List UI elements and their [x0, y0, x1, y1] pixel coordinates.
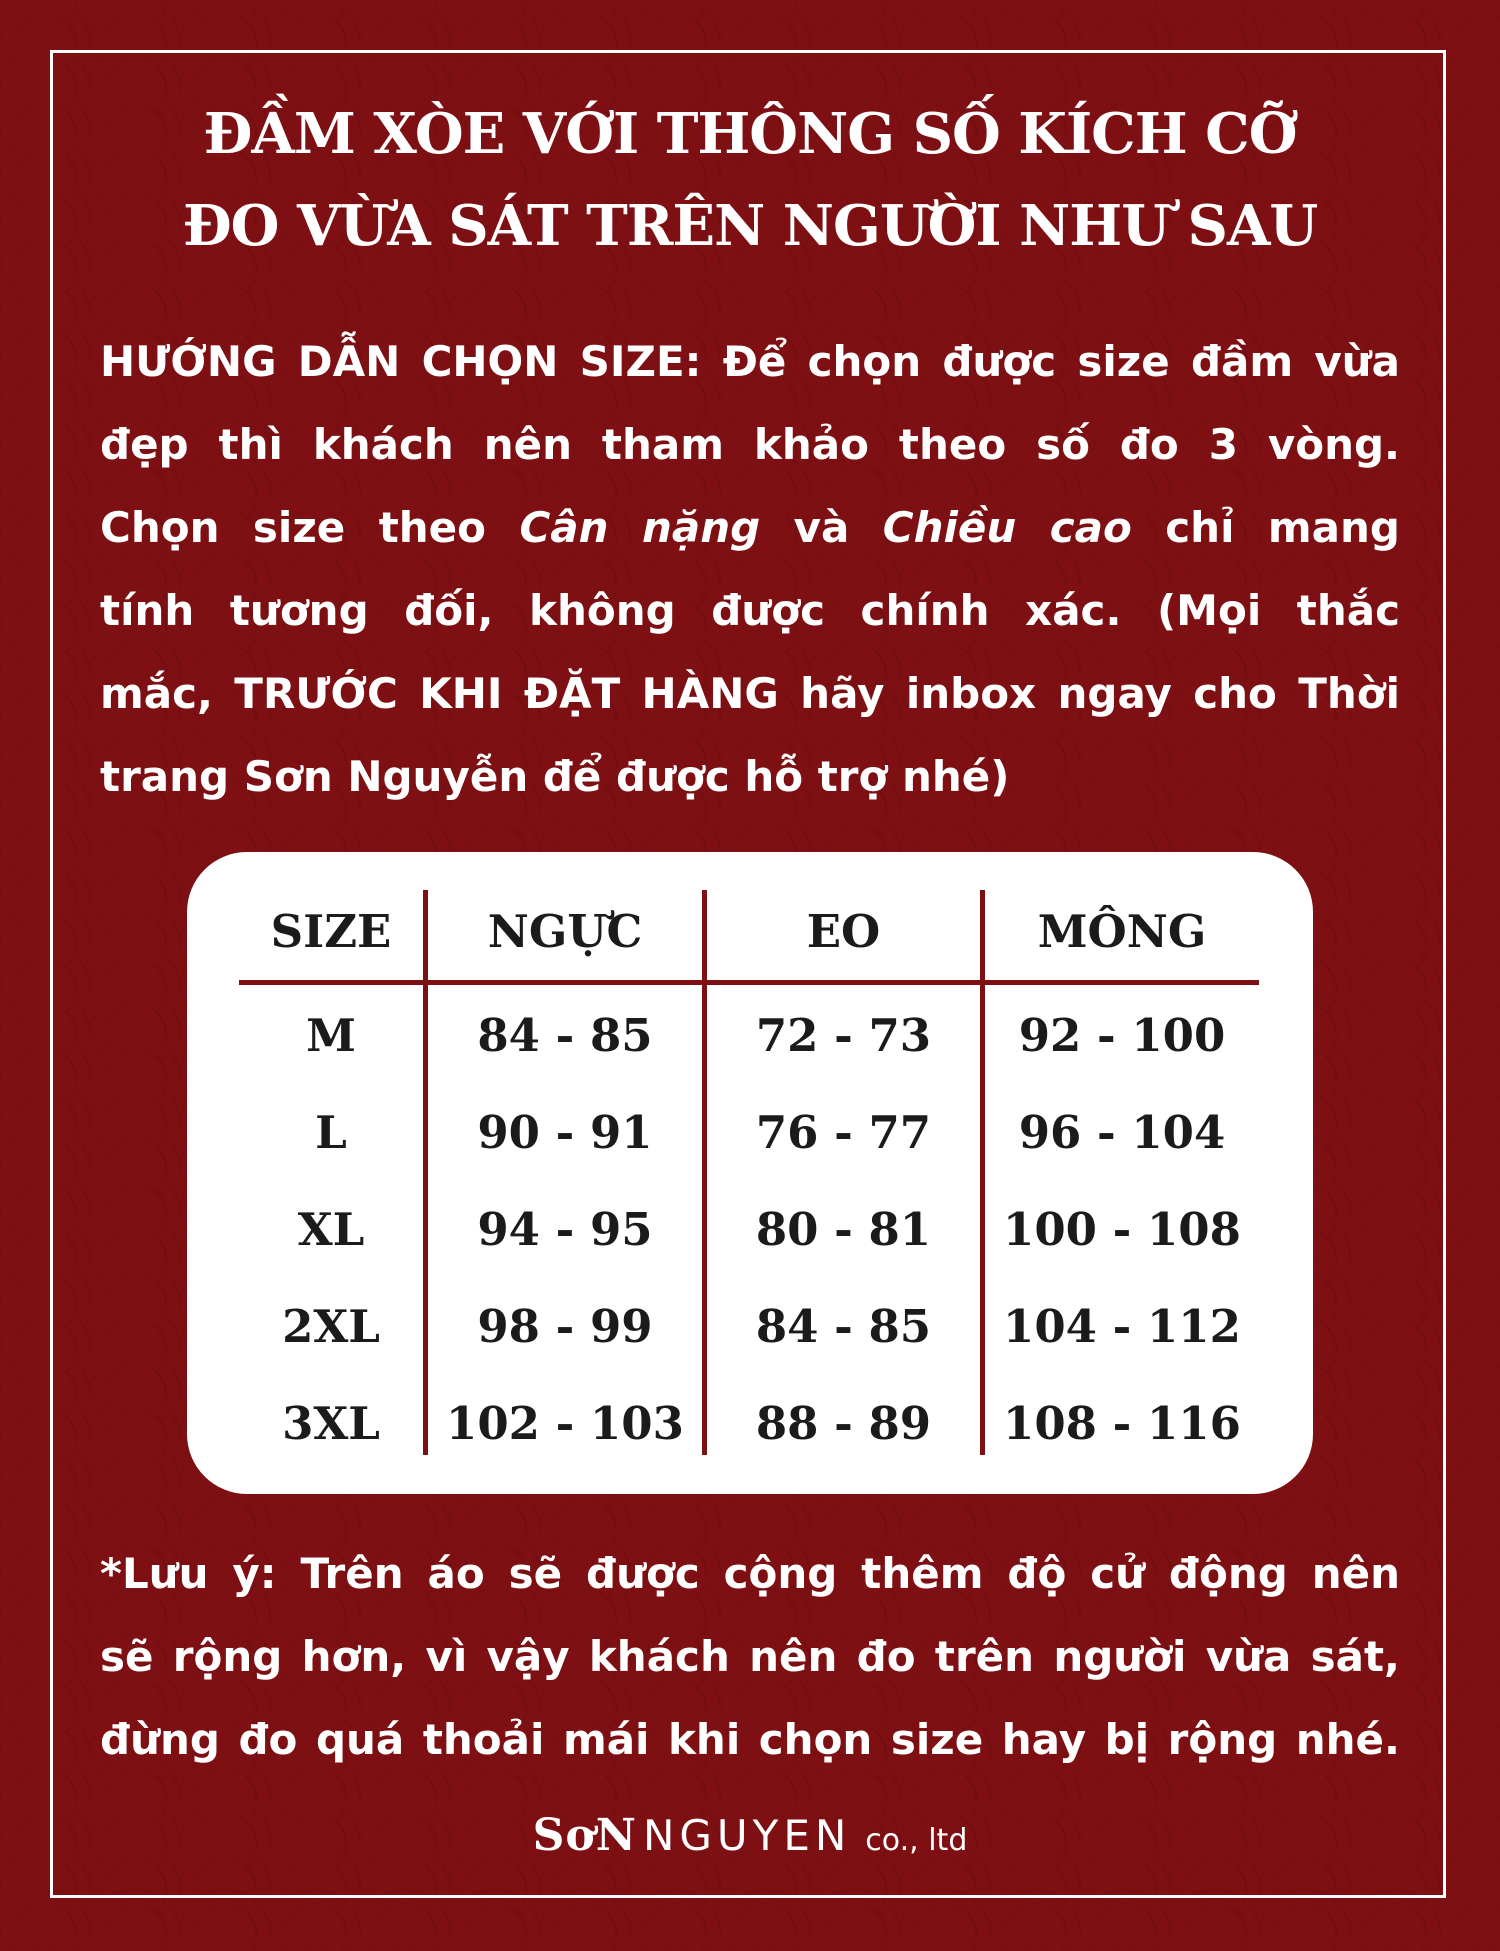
header-divider: [239, 980, 1259, 985]
brand-name-bold: SơN: [532, 1810, 637, 1861]
column-divider-1: [423, 890, 428, 1455]
note-line-1: *Lưu ý: Trên áo sẽ được cộng thêm độ cử động nên: [100, 1549, 1400, 1598]
cell-hip: 100 - 108: [1003, 1203, 1241, 1256]
guide-line-5: mắc, TRƯỚC KHI ĐẶT HÀNG hãy inbox ngay cho Thời: [100, 669, 1400, 718]
cell-waist: 76 - 77: [755, 1106, 932, 1159]
guide-line-3-part-c: chỉ mang: [1131, 503, 1400, 552]
guide-line-4: tính tương đối, không được chính xác. (Mọi thắc: [100, 586, 1400, 635]
guide-line-6: trang Sơn Nguyễn để được hỗ trợ nhé): [100, 752, 1010, 801]
cell-chest: 90 - 91: [477, 1106, 653, 1159]
title-line-1: ĐẦM XÒE VỚI THÔNG SỐ KÍCH CỠ: [203, 101, 1297, 167]
guide-line-3-part-a: Chọn size theo: [100, 503, 520, 552]
note-line-2: sẽ rộng hơn, vì vậy khách nên đo trên người vừa sát,: [100, 1632, 1400, 1681]
cell-size: XL: [297, 1203, 365, 1256]
title-line-2: ĐO VỪA SÁT TRÊN NGƯỜI NHƯ SAU: [182, 193, 1318, 259]
note-line-3: đừng đo quá thoải mái khi chọn size hay bị rộng nhé.: [100, 1715, 1400, 1764]
cell-chest: 102 - 103: [446, 1397, 684, 1450]
guide-line-1: HƯỚNG DẪN CHỌN SIZE: Để chọn được size đầm vừa: [100, 337, 1400, 386]
cell-waist: 72 - 73: [755, 1009, 932, 1062]
cell-size: L: [315, 1106, 347, 1159]
column-divider-3: [980, 890, 985, 1455]
header-chest: NGỰC: [487, 905, 643, 958]
cell-hip: 108 - 116: [1003, 1397, 1241, 1450]
column-divider-2: [702, 890, 707, 1455]
guide-italic-height: Chiều cao: [882, 503, 1132, 552]
cell-chest: 94 - 95: [477, 1203, 653, 1256]
brand-logo: [0, 1810, 1500, 1861]
cell-waist: 80 - 81: [755, 1203, 932, 1256]
guide-line-3-part-b: và: [760, 503, 883, 552]
cell-size: M: [306, 1009, 356, 1062]
size-table: [187, 852, 1313, 1494]
cell-hip: 104 - 112: [1003, 1300, 1241, 1353]
cell-waist: 88 - 89: [755, 1397, 932, 1450]
header-size: SIZE: [270, 905, 392, 958]
guide-line-2: đẹp thì khách nên tham khảo theo số đo 3 vòng.: [100, 420, 1400, 469]
cell-hip: 92 - 100: [1018, 1009, 1226, 1062]
cell-waist: 84 - 85: [755, 1300, 932, 1353]
cell-chest: 84 - 85: [477, 1009, 653, 1062]
guide-line-3: [100, 486, 1400, 569]
cell-size: 2XL: [282, 1300, 380, 1353]
cell-hip: 96 - 104: [1018, 1106, 1226, 1159]
header-hip: MÔNG: [1037, 905, 1207, 958]
brand-name-light: NGUYEN: [642, 1811, 852, 1860]
cell-chest: 98 - 99: [477, 1300, 653, 1353]
cell-size: 3XL: [282, 1397, 380, 1450]
guide-italic-weight: Cân nặng: [519, 503, 761, 552]
header-waist: EO: [806, 905, 881, 958]
brand-suffix: co., ltd: [865, 1823, 968, 1858]
